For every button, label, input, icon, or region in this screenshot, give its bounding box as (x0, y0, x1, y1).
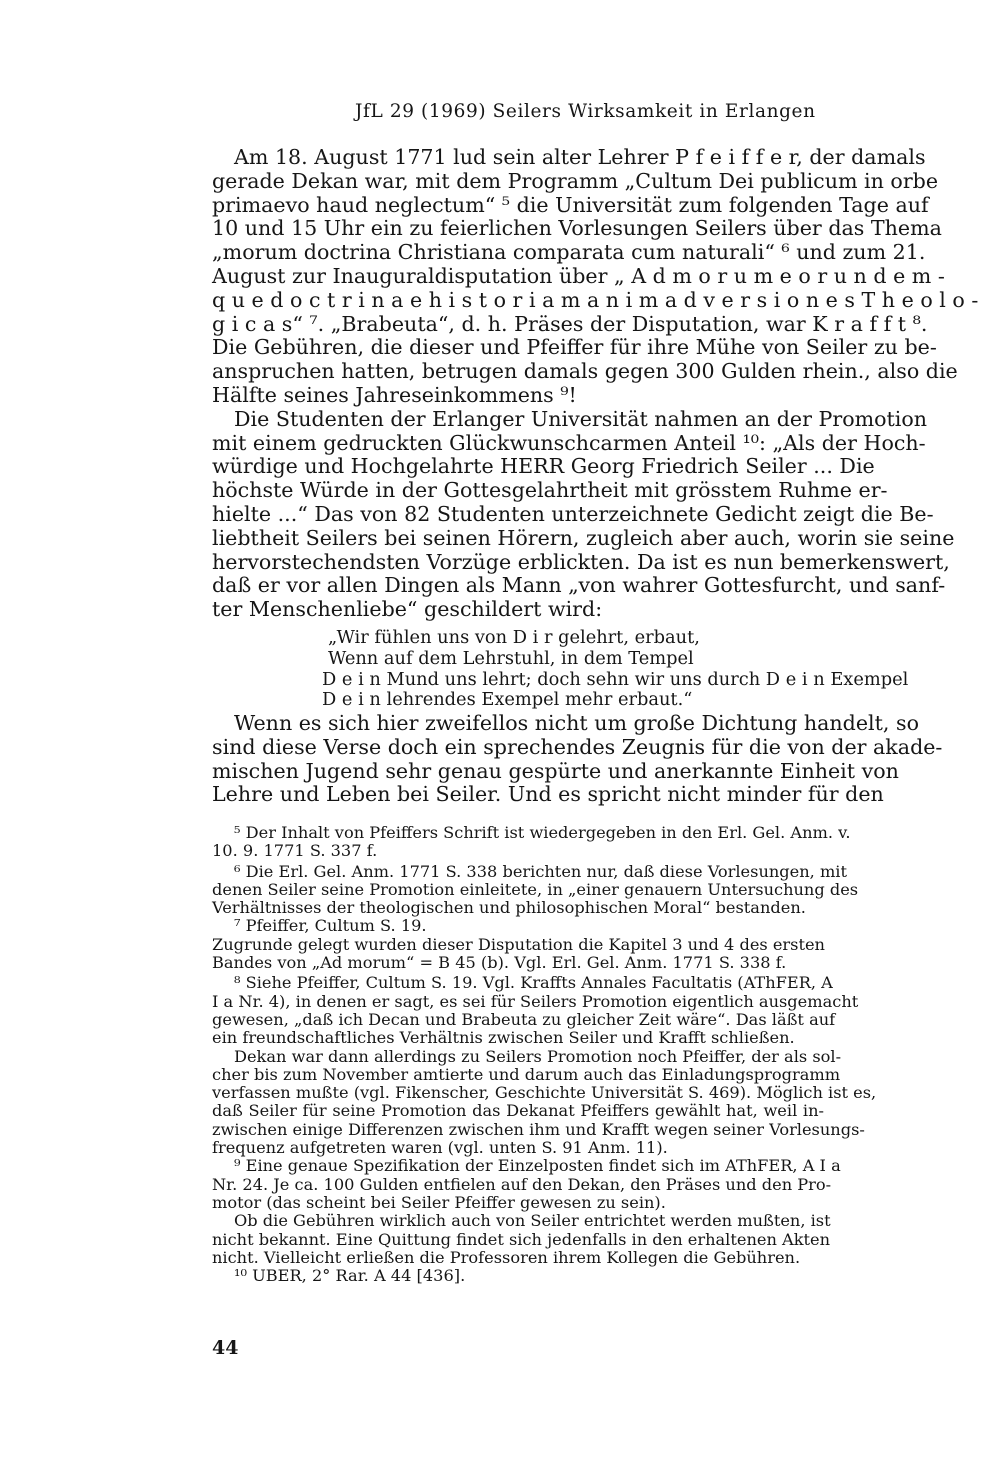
poem-line: D e i n Mund uns lehrt; doch sehn wir uns durch D e i n Exempel (322, 668, 909, 690)
footnote-line: nicht. Vielleicht erließen die Professoren ihrem Kollegen die Gebühren. (212, 1247, 801, 1267)
footnote-line: Zugrunde gelegt wurden dieser Disputation die Kapitel 3 und 4 des ersten (212, 934, 825, 954)
poem-line: „Wir fühlen uns von D i r gelehrt, erbaut, (328, 627, 700, 648)
footnote-8-cont (212, 1046, 877, 1158)
text-line: daß er vor allen Dingen als Mann „von wahrer Gottesfurcht, und sanf- (212, 573, 946, 598)
footnote-5 (212, 823, 851, 861)
footnote-10 (212, 1267, 824, 1285)
footnote-line: frequenz aufgetreten waren (vgl. unten S. 91 Anm. 11). (212, 1138, 668, 1158)
main-text (212, 145, 979, 622)
text-line: Hälfte seines Jahreseinkommens ⁹! (212, 382, 577, 407)
paragraph-1 (212, 145, 979, 408)
footnote-line: ⁹ Eine genaue Spezifikation der Einzelposten findet sich im AThFER, A I a (234, 1156, 841, 1176)
text-line: anspruchen hatten, betrugen damals gegen 300 Gulden rhein., also die (212, 359, 958, 384)
footnote-line: ⁵ Der Inhalt von Pfeiffers Schrift ist wiedergegeben in den Erl. Gel. Anm. v. (234, 823, 851, 842)
text-line: Die Studenten der Erlanger Universität nahmen an der Promotion (234, 406, 928, 431)
footnote-line: motor (das scheint bei Seiler Pfeiffer gewesen zu sein). (212, 1192, 666, 1212)
footnote-line: denen Seiler seine Promotion einleitete, in „einer genauern Untersuchung des (212, 879, 859, 899)
footnote-line: I a Nr. 4), in denen er sagt, es sei für Seilers Promotion eigentlich ausgemacht (212, 991, 859, 1011)
paragraph-2 (212, 406, 955, 622)
footnote-line: ¹⁰ UBER, 2° Rar. A 44 [436]. (234, 1266, 466, 1286)
poem-line: Wenn auf dem Lehrstuhl, in dem Tempel (328, 647, 694, 669)
paragraph-3 (212, 711, 943, 807)
footnote-9-cont (212, 1211, 831, 1267)
main-text-continued (212, 711, 943, 807)
footnote-line: ⁶ Die Erl. Gel. Anm. 1771 S. 338 berichten nur, daß diese Vorlesungen, mit (234, 861, 847, 881)
text-line: g i c a s“ ⁷. „Brabeuta“, d. h. Präses der Disputation, war K r a f f t ⁸. (212, 311, 928, 336)
footnote-9 (212, 1156, 841, 1212)
text-line: hielte ...“ Das von 82 Studenten unterzeichnete Gedicht zeigt die Be- (212, 501, 934, 526)
text-line: mischen Jugend sehr genau gespürte und anerkannte Einheit von (212, 758, 899, 783)
footnote-8 (212, 973, 859, 1048)
text-line: q u e d o c t r i n a e h i s t o r i a m a n i m a d v e r s i o n e s T h e o l o - (212, 287, 979, 312)
text-line: Lehre und Leben bei Seiler. Und es spricht nicht minder für den (212, 782, 884, 807)
running-header: JfL 29 (1969) Seilers Wirksamkeit in Erlangen (355, 101, 816, 122)
footnote-line: 10. 9. 1771 S. 337 f. (212, 841, 378, 861)
text-line: höchste Würde in der Gottesgelahrtheit mit grösstem Ruhme er- (212, 478, 888, 503)
footnote-line: verfassen mußte (vgl. Fikenscher, Geschichte Universität S. 469). Möglich ist es, (212, 1083, 877, 1103)
footnote-7-cont (212, 936, 824, 973)
footnote-line: gewesen, „daß ich Decan und Brabeuta zu gleicher Zeit wäre“. Das läßt auf (212, 1009, 836, 1029)
footnote-line: ⁷ Pfeiffer, Cultum S. 19. (234, 916, 427, 936)
text-line: ter Menschenliebe“ geschildert wird: (212, 597, 603, 622)
text-line: hervorstechendsten Vorzüge erblickten. Da ist es nun bemerkenswert, (212, 549, 950, 574)
footnotes (212, 823, 877, 1286)
text-line: Am 18. August 1771 lud sein alter Lehrer P f e i f f e r, der damals (234, 145, 926, 169)
footnote-line: Ob die Gebühren wirklich auch von Seiler entrichtet werden mußten, ist (234, 1211, 831, 1231)
footnote-line: Nr. 24. Je ca. 100 Gulden entfielen auf den Dekan, den Präses und den Pro- (212, 1174, 832, 1194)
poem-line: D e i n lehrendes Exempel mehr erbaut.“ (322, 689, 693, 711)
text-line: sind diese Verse doch ein sprechendes Zeugnis für die von der akade- (212, 734, 943, 759)
text-line: „morum doctrina Christiana comparata cum naturali“ ⁶ und zum 21. (212, 240, 926, 265)
text-line: liebtheit Seilers bei seinen Hörern, zugleich aber auch, worin sie seine (212, 525, 955, 550)
footnote-line: Verhältnisses der theologischen und philosophischen Moral“ bestanden. (212, 898, 806, 918)
footnote-line: ⁸ Siehe Pfeiffer, Cultum S. 19. Vgl. Kraffts Annales Facultatis (AThFER, A (234, 973, 833, 993)
footnote-line: daß Seiler für seine Promotion das Dekanat Pfeiffers gewählt hat, weil in- (212, 1101, 824, 1121)
footnote-6 (212, 861, 859, 918)
footnote-line: Dekan war dann allerdings zu Seilers Promotion noch Pfeiffer, der als sol- (234, 1046, 842, 1066)
poem-quote (322, 627, 909, 711)
text-line: 10 und 15 Uhr ein zu feierlichen Vorlesungen Seilers über das Thema (212, 216, 942, 241)
footnote-line: zwischen einige Differenzen zwischen ihm und Krafft wegen seiner Vorlesungs- (212, 1119, 865, 1139)
text-line: würdige und Hochgelahrte HERR Georg Friedrich Seiler ... Die (212, 454, 875, 479)
footnote-line: cher bis zum November amtierte und darum auch das Einladungsprogramm (212, 1064, 841, 1084)
text-line: mit einem gedruckten Glückwunschcarmen Anteil ¹⁰: „Als der Hoch- (212, 430, 926, 455)
footnote-7 (212, 917, 824, 935)
text-line: Die Gebühren, die dieser und Pfeiffer für ihre Mühe von Seiler zu be- (212, 335, 937, 360)
page-number: 44 (212, 1337, 239, 1359)
text-line: gerade Dekan war, mit dem Programm „Cultum Dei publicum in orbe (212, 168, 939, 193)
text-line: primaevo haud neglectum“ ⁵ die Universität zum folgenden Tage auf (212, 192, 929, 217)
footnote-line: nicht bekannt. Eine Quittung findet sich jedenfalls in den erhaltenen Akten (212, 1229, 831, 1249)
text-line: Wenn es sich hier zweifellos nicht um große Dichtung handelt, so (234, 711, 919, 735)
text-line: August zur Inauguraldisputation über „ A d m o r u m e o r u n d e m - (212, 263, 945, 288)
footnote-line: ein freundschaftliches Verhältnis zwischen Seiler und Krafft schließen. (212, 1028, 795, 1048)
footnote-line: Bandes von „Ad morum“ = B 45 (b). Vgl. Erl. Gel. Anm. 1771 S. 338 f. (212, 953, 787, 973)
